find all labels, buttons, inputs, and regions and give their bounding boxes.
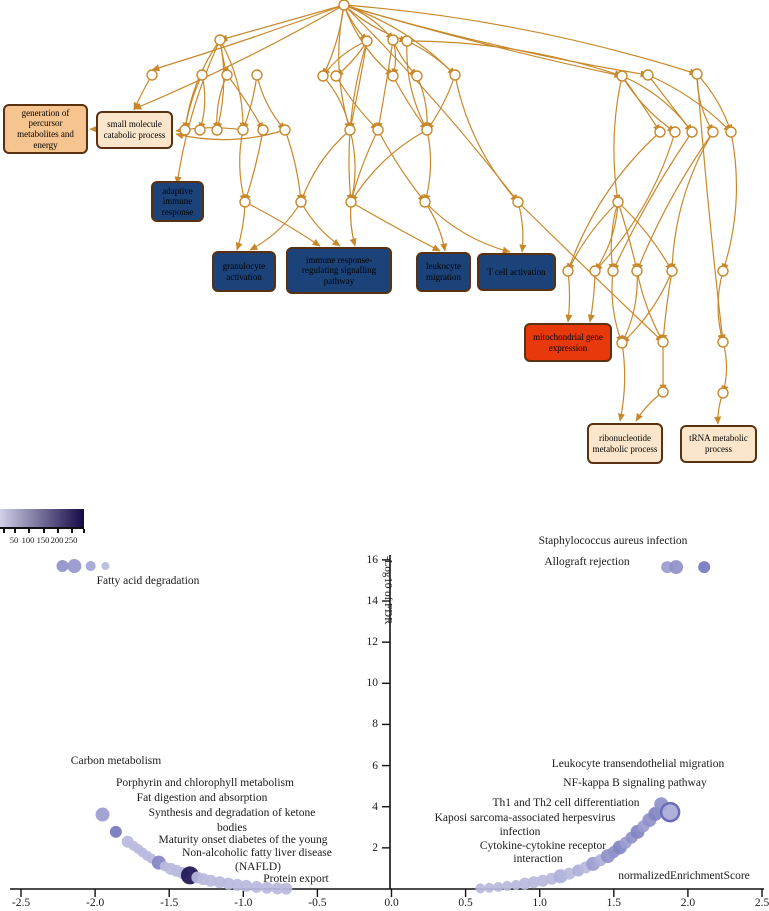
x-tick-label: -1.0 xyxy=(234,897,253,909)
network-term-box: T cell activation xyxy=(477,253,556,291)
y-tick-label: 6 xyxy=(372,759,378,772)
network-term-box: granulocyte activation xyxy=(212,251,276,292)
network-term-box: tRNA metabolic process xyxy=(680,425,757,463)
network-term-box: generation of percursor metabolites and energy xyxy=(3,104,88,154)
network-term-box: mitochondrial gene expression xyxy=(524,323,612,362)
colorbar-tick-label: 250 xyxy=(64,535,78,545)
pathway-label: interaction xyxy=(513,853,563,865)
y-tick-label: 12 xyxy=(366,636,378,649)
pathway-label: Allograft rejection xyxy=(544,556,630,568)
x-tick-label: 2.5 xyxy=(754,897,769,909)
scatter-point xyxy=(96,808,110,822)
y-tick-label: 16 xyxy=(366,553,378,566)
pathway-label: bodies xyxy=(216,822,248,834)
x-tick-label: -2.5 xyxy=(11,897,31,909)
scatter-point xyxy=(110,826,122,838)
y-tick-label: 10 xyxy=(366,677,378,690)
scatter-point xyxy=(698,561,710,573)
colorbar-tick-label: 200 xyxy=(50,535,64,545)
pathway-label: Maturity onset diabetes of the young xyxy=(158,834,328,846)
pathway-label: Staphylococcus aureus infection xyxy=(538,535,688,547)
pathway-label: Fatty acid degradation xyxy=(96,575,200,587)
network-term-box: immune response-regulating signalling pathway xyxy=(286,247,392,294)
scatter-point xyxy=(56,560,68,572)
y-tick-label: 8 xyxy=(372,718,378,731)
scatter-point xyxy=(86,561,96,571)
pathway-label: Carbon metabolism xyxy=(70,755,162,767)
y-axis-label: -Log10 of FDR xyxy=(382,556,394,625)
pathway-label: Synthesis and degradation of ketone xyxy=(148,807,316,819)
pathway-label: Kaposi sarcoma-associated herpesvirus xyxy=(434,812,616,824)
x-tick-label: 0.5 xyxy=(458,897,473,909)
x-tick-label: 2.0 xyxy=(680,897,696,909)
network-term-box: adaptive immune response xyxy=(151,181,204,222)
scatter-point xyxy=(101,562,109,570)
pathway-label: Cytokine-cytokine receptor xyxy=(479,840,607,852)
network-term-box: small molecule catabolic process xyxy=(96,111,173,149)
scatter-point xyxy=(669,560,683,574)
pathway-label: NF-kappa B signaling pathway xyxy=(563,777,707,789)
scatter-point xyxy=(240,880,252,892)
pathway-label: Non-alcoholic fatty liver disease xyxy=(182,847,332,859)
scatter-point xyxy=(475,883,485,893)
pathway-label: normalizedEnrichmentScore xyxy=(618,870,750,882)
x-tick-label: 1.5 xyxy=(606,897,621,909)
y-tick-label: 4 xyxy=(372,800,378,813)
scatter-point xyxy=(67,559,81,573)
pathway-label: Protein export xyxy=(263,873,329,885)
pathway-label: (NAFLD) xyxy=(235,861,281,873)
network-term-box: leukocyte migration xyxy=(416,252,471,292)
pathway-label: infection xyxy=(499,826,541,838)
pathway-label: Fat digestion and absorption xyxy=(136,792,268,804)
scatter-point xyxy=(251,881,263,893)
x-tick-label: -0.5 xyxy=(308,897,327,909)
scatter-point xyxy=(493,882,503,892)
x-tick-label: -1.5 xyxy=(160,897,179,909)
scatter-point xyxy=(502,881,512,891)
scatter-point xyxy=(661,803,679,821)
x-tick-label: 1.0 xyxy=(532,897,547,909)
y-tick-label: 2 xyxy=(372,841,378,854)
pathway-label: Leukocyte transendothelial migration xyxy=(551,758,725,770)
colorbar-tick-label: 50 xyxy=(9,535,19,545)
network-term-box: ribonucleotide metabolic process xyxy=(587,423,663,464)
pathway-label: Th1 and Th2 cell differentiation xyxy=(492,797,640,809)
y-tick-label: 14 xyxy=(366,595,378,608)
pathway-label: Porphyrin and chlorophyll metabolism xyxy=(116,777,294,789)
x-tick-label: -2.0 xyxy=(85,897,105,909)
colorbar-tick-label: 150 xyxy=(36,535,50,545)
colorbar-tick-label: 100 xyxy=(21,535,35,545)
scatter-point xyxy=(484,883,494,893)
x-tick-label: 0.0 xyxy=(384,897,399,909)
